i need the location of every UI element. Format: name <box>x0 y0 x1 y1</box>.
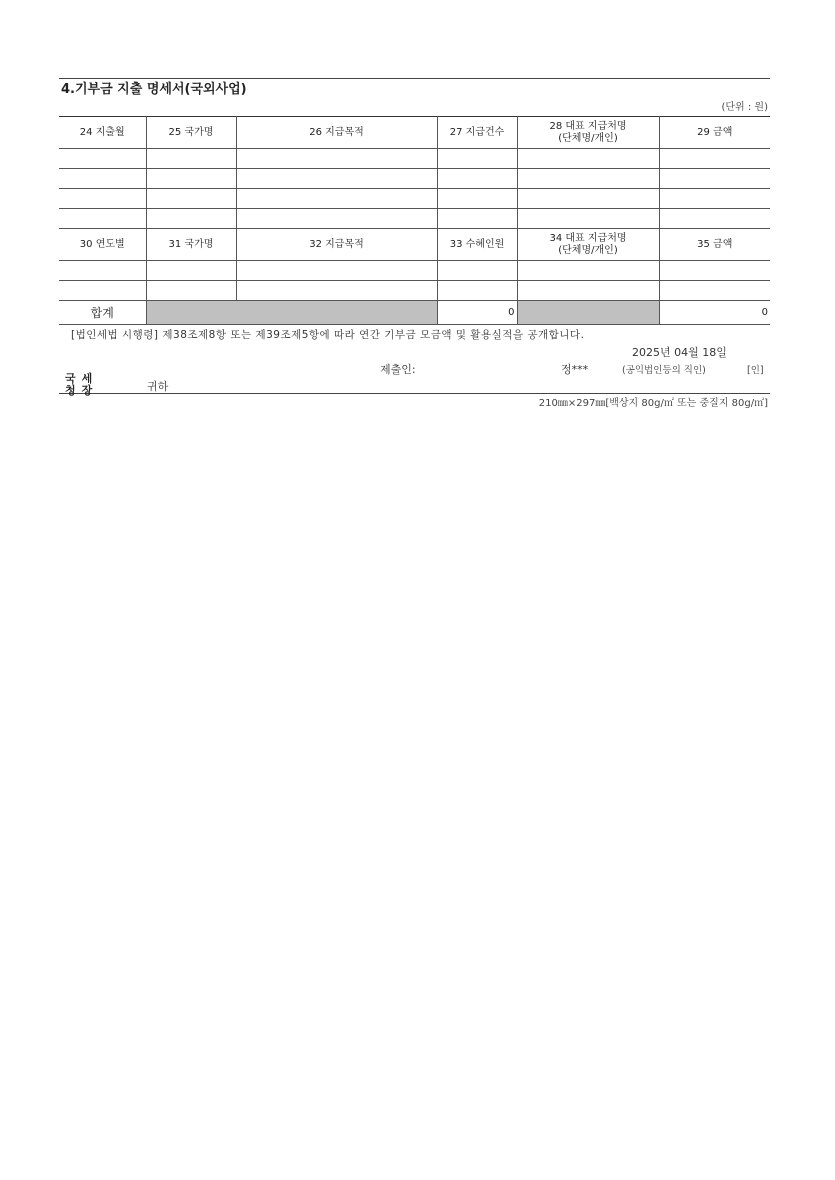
submission-date: 2025년 04월 18일 <box>632 346 727 359</box>
table-row <box>59 281 770 301</box>
total-label: 합계 <box>59 301 146 325</box>
submitter-role: (공익법인등의 직인) <box>622 365 706 376</box>
total-count-value: 0 <box>437 301 517 325</box>
total-row <box>59 301 770 325</box>
total-shaded-cell <box>146 301 437 325</box>
table1-header-row <box>59 117 770 149</box>
header-recipient-title-2: 34 대표 지급처명 <box>549 232 627 244</box>
law-notice: [법인세법 시행령] 제38조제8항 또는 제39조제5항에 따라 연간 기부금 모금액 및 활용실적을 공개합니다. <box>71 329 585 341</box>
table-row <box>59 209 770 229</box>
honorific: 귀하 <box>147 380 169 393</box>
header-payment-count: 27 지급건수 <box>437 117 517 149</box>
table-row <box>59 169 770 189</box>
recipient-name: 국세청장 <box>65 372 99 397</box>
header-expense-month: 24 지출월 <box>59 117 146 149</box>
table-row <box>59 149 770 169</box>
table-row <box>59 189 770 209</box>
header-country-2: 31 국가명 <box>146 229 236 261</box>
header-purpose-2: 32 지급목적 <box>236 229 437 261</box>
donation-expense-form <box>59 78 770 414</box>
submitter-name: 정*** <box>561 363 589 376</box>
total-shaded-cell-2 <box>517 301 659 325</box>
paper-spec: 210㎜×297㎜[백상지 80g/㎡ 또는 중질지 80g/㎡] <box>538 398 768 409</box>
expense-table <box>59 116 770 325</box>
header-recipient <box>517 117 659 149</box>
total-amount-value: 0 <box>659 301 770 325</box>
signature-block <box>59 361 770 397</box>
table-row <box>59 261 770 281</box>
header-beneficiaries: 33 수혜인원 <box>437 229 517 261</box>
header-recipient-2 <box>517 229 659 261</box>
header-amount: 29 금액 <box>659 117 770 149</box>
header-country: 25 국가명 <box>146 117 236 149</box>
header-year: 30 연도별 <box>59 229 146 261</box>
unit-label: (단위 : 원) <box>721 102 768 113</box>
header-amount-2: 35 금액 <box>659 229 770 261</box>
seal-label: [인] <box>747 365 764 376</box>
header-recipient-title: 28 대표 지급처명 <box>549 120 627 132</box>
submitter-label: 제출인: <box>380 363 416 376</box>
header-recipient-sub: (단체명/개인) <box>558 132 618 144</box>
header-purpose: 26 지급목적 <box>236 117 437 149</box>
header-recipient-sub-2: (단체명/개인) <box>558 244 618 256</box>
section-title: 4.기부금 지출 명세서(국외사업) <box>61 82 247 97</box>
table2-header-row <box>59 229 770 261</box>
